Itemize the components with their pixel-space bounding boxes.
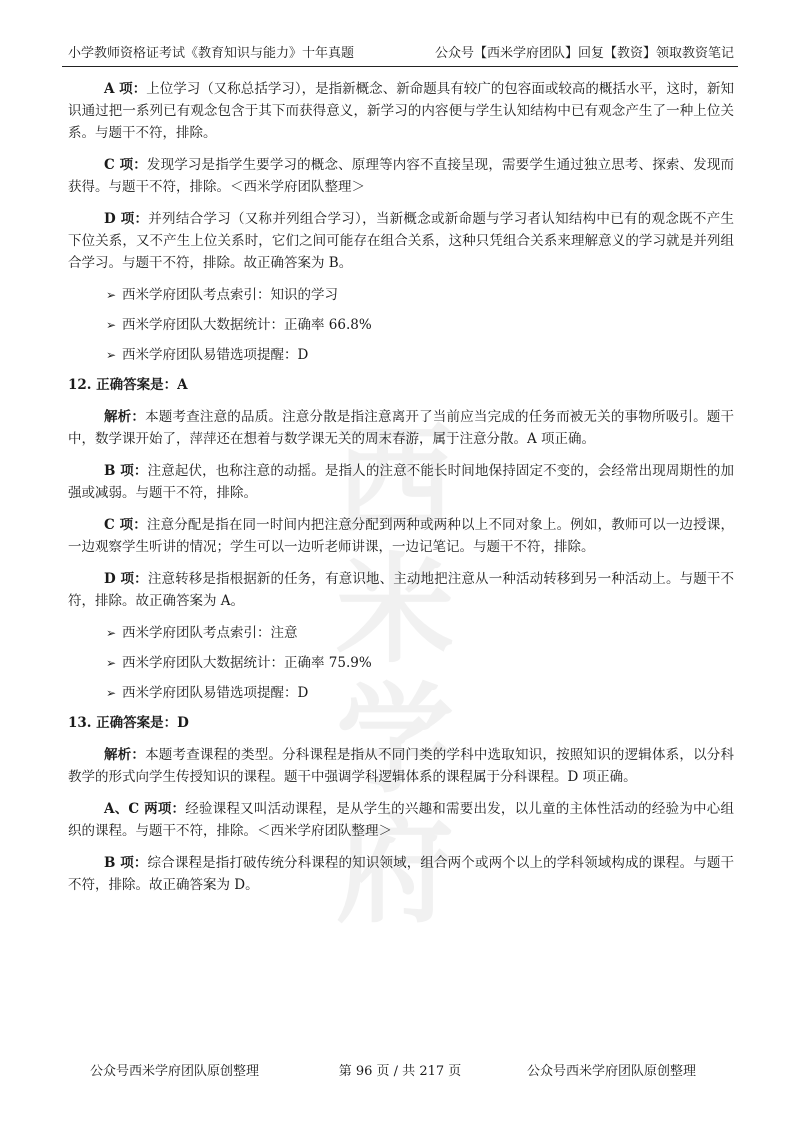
page-content <box>68 78 734 906</box>
bullet-text: 西米学府团队易错选项提醒：D <box>122 685 309 701</box>
header-promo: 公众号【西米学府团队】回复【教资】领取教资笔记 <box>434 46 734 61</box>
footer-right: 公众号西米学府团队原创整理 <box>526 1064 696 1079</box>
option-b-paragraph <box>68 852 734 896</box>
header-title: 小学教师资格证考试《教育知识与能力》十年真题 <box>68 46 355 61</box>
option-d-paragraph <box>68 568 734 612</box>
bullet-text: 西米学府团队易错选项提醒：D <box>122 347 309 363</box>
bullet-item <box>68 682 734 704</box>
option-b-paragraph <box>68 460 734 504</box>
option-ac-paragraph <box>68 798 734 842</box>
analysis-text: 本题考查课程的类型。分科课程是指从不同门类的学科中选取知识，按照知识的逻辑体系，以分科教学的形式向学生传授知识的课程。题干中强调学科逻辑体系的课程属于分科课程。D 项正确。 <box>68 747 735 785</box>
page-header <box>62 32 738 67</box>
bullet-item <box>68 622 734 644</box>
arrow-bullet-icon: ➢ <box>106 656 117 670</box>
option-c-paragraph <box>68 154 734 198</box>
arrow-bullet-icon: ➢ <box>106 318 117 332</box>
arrow-bullet-icon: ➢ <box>106 686 117 700</box>
analysis-label: 解析： <box>104 747 146 763</box>
option-label: A、C 两项： <box>104 801 186 817</box>
analysis-text: 本题考查注意的品质。注意分散是指注意离开了当前应当完成的任务而被无关的事物所吸引。题干中，数学课开始了，萍萍还在想着与数学课无关的周末春游，属于注意分散。A 项正确。 <box>68 409 735 447</box>
option-text: 综合课程是指打破传统分科课程的知识领域，组合两个或两个以上的学科领域构成的课程。与题干不符，排除。故正确答案为 D。 <box>68 855 734 893</box>
bullet-item <box>68 284 734 306</box>
watermark-line-1: 西米 <box>335 411 454 679</box>
arrow-bullet-icon: ➢ <box>106 348 117 362</box>
watermark-line-2: 学府 <box>335 671 454 939</box>
bullet-item <box>68 652 734 674</box>
question-13-heading: 13. 正确答案是：D <box>68 715 189 731</box>
bullet-text: 西米学府团队考点索引：知识的学习 <box>122 287 338 303</box>
analysis-paragraph <box>68 406 734 450</box>
option-label: D 项： <box>104 211 149 227</box>
option-text: 注意分配是指在同一时间内把注意分配到两种或两种以上不同对象上。例如，教师可以一边授课，一边观察学生听讲的情况；学生可以一边听老师讲课，一边记笔记。与题干不符，排除。 <box>68 517 734 555</box>
option-d-paragraph <box>68 208 734 274</box>
option-label: B 项： <box>104 855 148 871</box>
question-12-heading: 12. 正确答案是：A <box>68 377 188 393</box>
analysis-label: 解析： <box>104 409 146 425</box>
option-label: A 项： <box>104 81 147 97</box>
page-footer <box>0 1060 800 1080</box>
bullet-text: 西米学府团队大数据统计：正确率 75.9% <box>122 655 372 671</box>
arrow-bullet-icon: ➢ <box>106 626 117 640</box>
option-label: C 项： <box>104 157 147 173</box>
option-text: 发现学习是指学生要学习的概念、原理等内容不直接呈现，需要学生通过独立思考、探索、发现而获得。与题干不符，排除。＜西米学府团队整理＞ <box>68 157 734 195</box>
footer-left: 公众号西米学府团队原创整理 <box>90 1064 260 1079</box>
option-a-paragraph <box>68 78 734 144</box>
bullet-text: 西米学府团队大数据统计：正确率 66.8% <box>122 317 372 333</box>
option-label: B 项： <box>104 463 148 479</box>
option-c-paragraph <box>68 514 734 558</box>
arrow-bullet-icon: ➢ <box>106 288 117 302</box>
option-text: 注意转移是指根据新的任务，有意识地、主动地把注意从一种活动转移到另一种活动上。与题干不符，排除。故正确答案为 A。 <box>68 571 734 609</box>
option-text: 经验课程又叫活动课程，是从学生的兴趣和需要出发，以儿童的主体性活动的经验为中心组织的课程。与题干不符，排除。＜西米学府团队整理＞ <box>68 801 734 839</box>
option-label: C 项： <box>104 517 147 533</box>
page-number: 第 96 页 / 共 217 页 <box>338 1064 462 1079</box>
bullet-text: 西米学府团队考点索引：注意 <box>122 625 298 641</box>
option-text: 注意起伏，也称注意的动摇。是指人的注意不能长时间地保持固定不变的，会经常出现周期性的加强或减弱。与题干不符，排除。 <box>68 463 734 501</box>
analysis-paragraph <box>68 744 734 788</box>
option-label: D 项： <box>104 571 148 587</box>
option-text: 上位学习（又称总括学习），是指新概念、新命题具有较广的包容面或较高的概括水平，这时，新知识通过把一系列已有观念包含于其下而获得意义，新学习的内容便与学生认知结构中已有观念产生了一种上位关系。与题干不符，排除。 <box>68 81 734 141</box>
bullet-item <box>68 314 734 336</box>
bullet-item <box>68 344 734 366</box>
option-text: 并列结合学习（又称并列组合学习），当新概念或新命题与学习者认知结构中已有的观念既不产生下位关系，又不产生上位关系时，它们之间可能存在组合关系，这种只凭组合关系来理解意义的学习就是并列组合学习。与题干不符，排除。故正确答案为 B。 <box>68 211 734 271</box>
